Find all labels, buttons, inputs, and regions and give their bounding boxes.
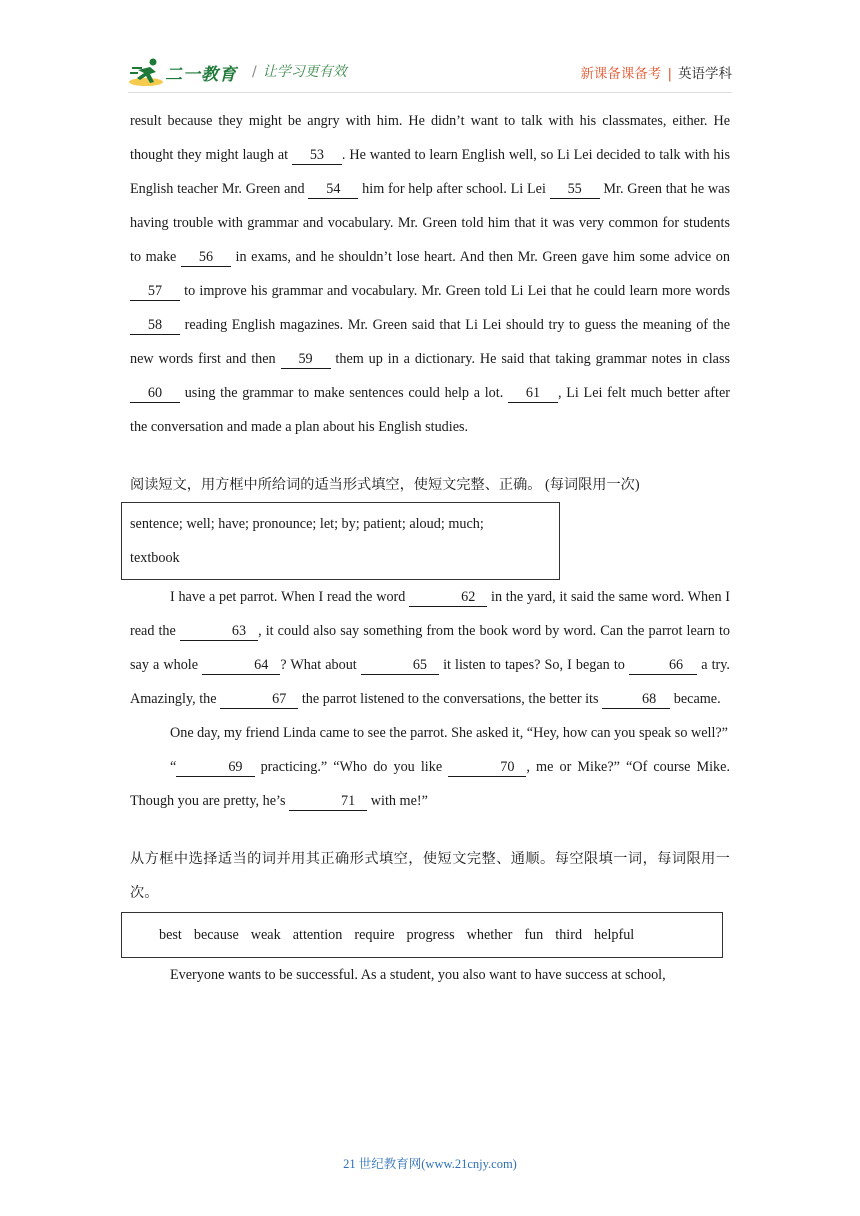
answer-blank-63[interactable]: 63	[180, 623, 258, 641]
slogan-text: 让学习更有效	[262, 64, 347, 80]
answer-blank-59[interactable]: 59	[281, 351, 331, 369]
answer-blank-53[interactable]: 53	[292, 147, 342, 165]
word-box-item: require	[354, 927, 395, 943]
header-subject-label: 英语学科	[678, 66, 732, 82]
slogan: / 让学习更有效	[252, 64, 347, 80]
answer-blank-64[interactable]: 64	[202, 657, 280, 675]
answer-blank-57[interactable]: 57	[130, 283, 180, 301]
passage-two-paragraph: One day, my friend Linda came to see the parrot. She asked it, “Hey, how can you speak so well?”	[170, 725, 728, 741]
passage-one-paragraph: result because they might be angry with him. He didn’t want to talk with his classmates, either. He thought they might laugh at 53 . He wanted to learn English well, so Li Lei decided to talk with his English teacher Mr. Green and 54 him for help after school. Li Lei 55 Mr. Green that he was having trouble with grammar and vocabulary. Mr. Green told him that it was very common for students to make 56 in exams, and he shouldn’t lose heart. And then Mr. Green gave him some advice on 57 to improve his grammar and vocabulary. Mr. Green told Li Lei that he could learn more words 58 reading English magazines. Mr. Green said that Li Lei should try to guess the meaning of the new words first and then 59 them up in a dictionary. He said that taking grammar notes in class 60 using the grammar to make sentences could help a lot. 61 , Li Lei felt much better after the conversation and made a plan about his English studies.	[130, 113, 730, 435]
answer-blank-69[interactable]: 69	[176, 759, 254, 777]
word-box-item: third	[555, 927, 583, 943]
word-box-line: sentence; well; have; pronounce; let; by; patient; aloud; much;	[130, 516, 484, 532]
section-two-title: 阅读短文，用方框中所给词的适当形式填空，使短文完整、正确。 (每词限用一次)	[130, 477, 640, 493]
word-box-item: attention	[292, 927, 343, 943]
page-footer: 21 世纪教育网(www.21cnjy.com)	[343, 1157, 517, 1171]
word-box-item: best	[159, 927, 182, 943]
word-box-item: weak	[250, 927, 281, 943]
word-box-item: helpful	[594, 927, 635, 943]
word-box-item: whether	[466, 927, 513, 943]
answer-blank-56[interactable]: 56	[181, 249, 231, 267]
site-logo	[128, 56, 240, 90]
answer-blank-66[interactable]: 66	[629, 657, 697, 675]
answer-blank-67[interactable]: 67	[220, 691, 298, 709]
section-three-title: 从方框中选择适当的词并用其正确形式填空，使短文完整、通顺。每空限填一词，每词限用一次。	[130, 851, 730, 901]
answer-blank-61[interactable]: 61	[508, 385, 558, 403]
logo-text: 二一教育	[165, 65, 237, 85]
header-separator: |	[667, 66, 672, 82]
word-box-item: fun	[524, 927, 544, 943]
answer-blank-55[interactable]: 55	[550, 181, 600, 199]
passage-two-paragraph: “ 69 practicing.” “Who do you like 70 , me or Mike?” “Of course Mike. Though you are pretty, he’s 71 with me!”	[130, 759, 730, 809]
answer-blank-54[interactable]: 54	[308, 181, 358, 199]
word-box-two	[121, 912, 723, 958]
word-box-item: because	[193, 927, 239, 943]
answer-blank-71[interactable]: 71	[289, 793, 367, 811]
word-box-item: progress	[406, 927, 455, 943]
page-content	[130, 104, 730, 992]
word-list	[122, 913, 722, 957]
answer-blank-65[interactable]: 65	[361, 657, 439, 675]
runner-logo-icon	[128, 56, 168, 90]
answer-blank-68[interactable]: 68	[602, 691, 670, 709]
header-subject	[580, 62, 732, 82]
answer-blank-58[interactable]: 58	[130, 317, 180, 335]
passage-two-paragraph: I have a pet parrot. When I read the word 62 in the yard, it said the same word. When I read the 63 , it could also say something from the book word by word. Can the parrot learn to say a whole 64 ? What about 65 it listen to tapes? So, I began to 66 a try. Amazingly, the 67 the parrot listened to the conversations, the better its 68 became.	[130, 589, 730, 707]
passage-three-paragraph: Everyone wants to be successful. As a student, you also want to have success at school,	[170, 967, 666, 983]
passage-two	[130, 580, 730, 818]
word-box-one	[121, 502, 560, 580]
header-course-label: 新课备课备考	[580, 66, 662, 82]
page-header	[128, 56, 732, 90]
word-box-line: textbook	[130, 550, 180, 566]
answer-blank-70[interactable]: 70	[448, 759, 526, 777]
answer-blank-62[interactable]: 62	[409, 589, 487, 607]
header-divider	[128, 92, 732, 93]
answer-blank-60[interactable]: 60	[130, 385, 180, 403]
passage-one	[130, 104, 730, 444]
